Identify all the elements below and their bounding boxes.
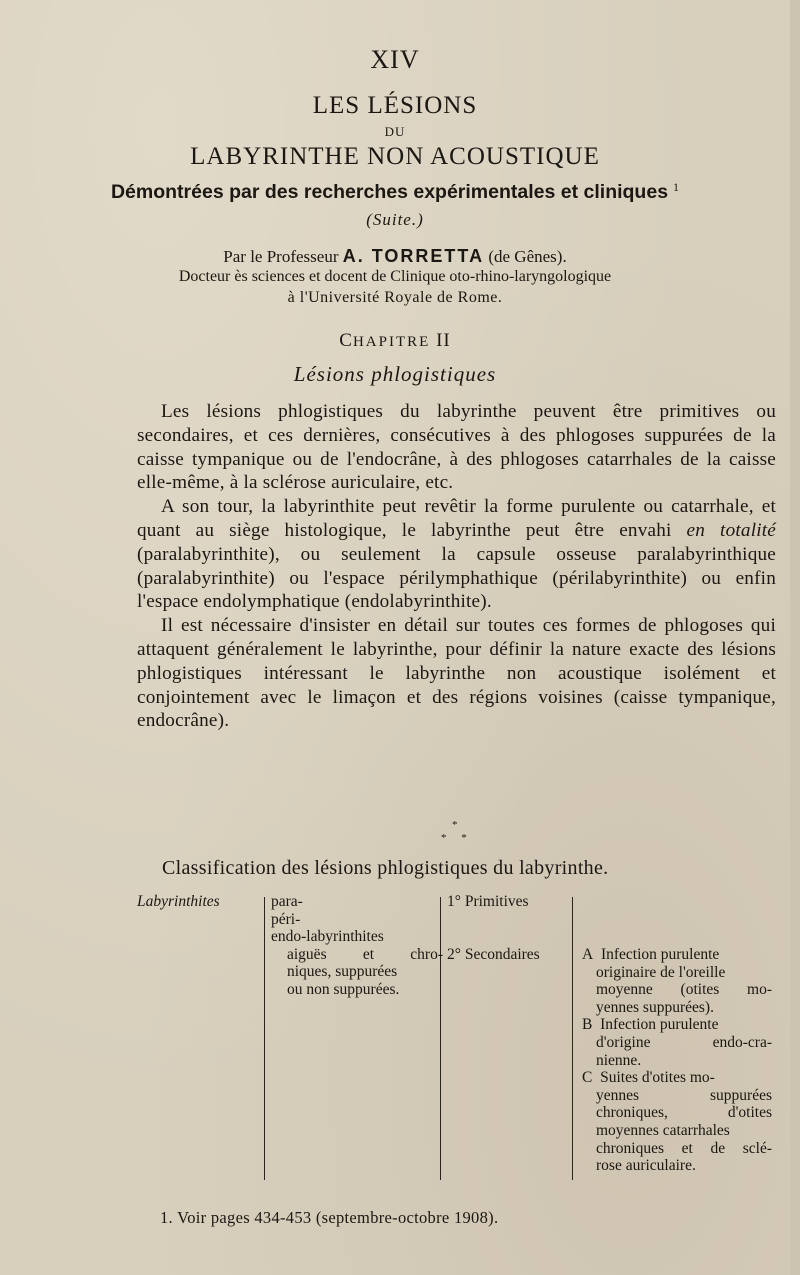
author-credentials-line-2: à l'Université Royale de Rome. xyxy=(287,289,503,306)
chapter-label-rest: HAPITRE xyxy=(352,334,431,350)
asterism-bottom: * * xyxy=(441,832,473,844)
cause-b-letter: B xyxy=(582,1016,593,1034)
type-description-line-2: niques, suppurées xyxy=(287,963,398,981)
footnote-reference: 1 xyxy=(673,180,680,194)
classification-title: Classification des lésions phlogistiques du labyrinthe. xyxy=(162,857,609,879)
cause-a-line-3: moyenne (otites mo- xyxy=(596,981,772,999)
suite-label: (Suite.) xyxy=(366,210,424,229)
cause-b-line-2: d'origine endo-cra- xyxy=(596,1033,772,1051)
type-peri: péri- xyxy=(271,910,301,928)
cause-c xyxy=(582,1069,772,1175)
cause-c-line-3: chroniques, d'otites xyxy=(596,1104,772,1122)
subtitle-text: Démontrées par des recherches expérimentales et cliniques xyxy=(110,181,669,203)
cause-a xyxy=(582,946,772,1016)
type-description-line-1: aiguës et chro- xyxy=(287,945,443,963)
subtitle xyxy=(0,180,790,204)
cause-c-line-6: rose auriculaire. xyxy=(596,1157,696,1175)
classification-types xyxy=(271,893,443,999)
chapter-title: Lésions phlogistiques xyxy=(293,362,497,386)
cause-c-letter: C xyxy=(582,1069,593,1087)
chapter-heading xyxy=(0,330,790,352)
paragraph-2-part-b: (paralabyrinthite), ou seulement la capsule osseuse paralabyrinthique (paralabyrinthite) ou l'espace périlymphathique (périlabyrinthite) ou enfin l'espace endolymphatique (endolabyrinthite). xyxy=(137,543,776,613)
author-suffix: (de Gênes). xyxy=(488,247,567,266)
asterism-top: * xyxy=(452,819,458,831)
title-line-2: DU xyxy=(384,124,406,139)
type-endo: endo-labyrinthites xyxy=(271,928,384,946)
chapter-roman-number: II xyxy=(436,330,451,351)
cause-b-line-3: nienne. xyxy=(596,1051,642,1069)
cause-a-line-4: yennes suppurées). xyxy=(596,998,714,1016)
paragraph-2 xyxy=(137,495,776,614)
table-rule-1 xyxy=(264,897,265,1180)
cause-a-line-1: Infection purulente xyxy=(600,946,720,963)
cause-c-line-2: yennes suppurées xyxy=(596,1086,772,1104)
classification-origin xyxy=(447,893,540,963)
table-rule-3 xyxy=(572,897,573,1180)
paragraph-2-emphasis: en totalité xyxy=(686,519,777,541)
cause-b-line-1: Infection purulente xyxy=(600,1016,719,1034)
paragraph-3: Il est nécessaire d'insister en détail sur toutes ces formes de phlogoses qui attaquent généralement le labyrinthe, pour définir la nature exacte des lésions phlogistiques intéressant le labyrinthe non acoustique isolément et conjointement avec le limaçon et des régions voisines (caisse tympanique, endocrâne). xyxy=(137,615,776,732)
cause-c-line-5: chroniques et de sclé- xyxy=(596,1139,772,1157)
type-para: para- xyxy=(271,893,303,910)
cause-c-line-4: moyennes catarrhales xyxy=(596,1121,730,1139)
origin-primitive: 1° Primitives xyxy=(447,893,529,910)
cause-b xyxy=(582,1016,772,1069)
origin-secondary: 2° Secondaires xyxy=(447,945,540,963)
title-line-1: LES LÉSIONS xyxy=(312,92,478,119)
author-credentials-line-1: Docteur ès sciences et docent de Clinique oto-rhino-laryngologique xyxy=(178,268,612,285)
body-text xyxy=(137,400,776,733)
cause-c-line-1: Suites d'otites mo- xyxy=(600,1069,715,1087)
classification-causes xyxy=(582,946,772,1175)
chapter-number: XIV xyxy=(370,45,420,74)
paragraph-2-part-a: A son tour, la labyrinthite peut revêtir la forme purulente ou catarrhale, et quant au siège histologique, le labyrinthe peut être envahi xyxy=(137,496,776,541)
cause-a-line-2: originaire de l'oreille xyxy=(596,963,726,981)
classification-category: Labyrinthites xyxy=(137,893,220,910)
cause-a-letter: A xyxy=(582,946,594,963)
title-line-3: LABYRINTHE NON ACOUSTIQUE xyxy=(190,143,600,170)
type-description-line-3: ou non suppurées. xyxy=(287,980,400,998)
author-line xyxy=(0,246,790,267)
author-name: A. TORRETTA xyxy=(342,246,485,266)
author-prefix: Par le Professeur xyxy=(223,247,339,266)
chapter-label-initial: C xyxy=(339,330,353,351)
footnote: 1. Voir pages 434-453 (septembre-octobre 1908). xyxy=(160,1208,499,1227)
paragraph-1: Les lésions phlogistiques du labyrinthe peuvent être primitives ou secondaires, et ces dernières, consécutives à des phlogoses suppurées de la caisse tympanique ou de l'endocrâne, à des phlogoses catarrhales de la caisse elle-même, à la sclérose auriculaire, etc. xyxy=(137,401,776,494)
